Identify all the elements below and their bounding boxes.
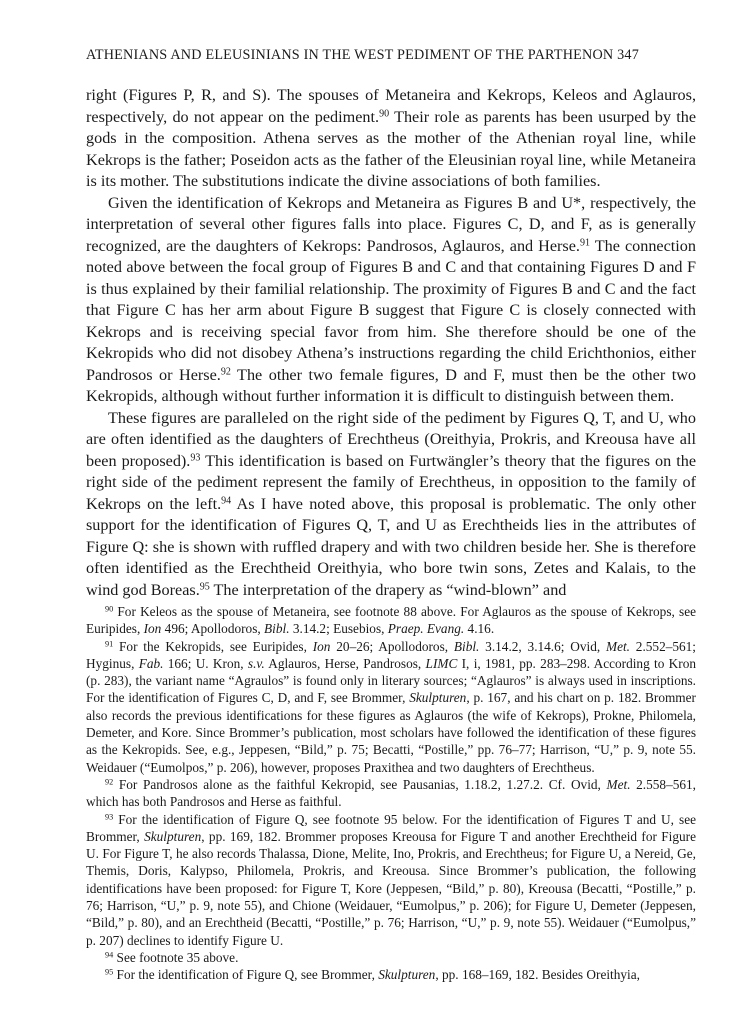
italic-citation: LIMC bbox=[425, 655, 458, 671]
footnote-91: $^{91}$ For the Kekropids, see Euripides, Ion 20–26; Apollodoros, Bibl. 3.14.2, 3.14.6; Ovid, Met. 2.552–561; Hyginus, Fab. 166; U. Kron, s.v. Aglauros, Herse, Pandrosos, LIMC I, i, 1981, pp. 283–298. According to Kron (p. 283), the variant name “Agraulos” is found only in literary sources; “Aglauros” is always used in inscriptions. For the identification of Figures C, D, and F, see Brommer, Skulpturen, p. 167, and his chart on p. 182. Brommer also records the previous identifications for these figures as Aglauros (the wife of Kekrops), Prokne, Philomela, Demeter, and Kore. Since Brommer’s publication, most scholars have followed the identification of these figures as the Kekropids. See, e.g., Jeppesen, “Bild,” p. 75; Becatti, “Postille,” pp. 76–77; Harrison, “U,” p. 9, note 55. Weidauer (“Eumolpos,” p. 206), however, proposes Praxithea and two daughters of Erechtheus. bbox=[86, 638, 697, 775]
italic-citation: s.v. bbox=[247, 655, 265, 671]
footnote-marker: 94 bbox=[105, 950, 114, 960]
italic-citation: Skulpturen bbox=[409, 690, 467, 706]
footnote-95: $^{95}$ For the identification of Figure Q, see Brommer, Skulpturen, pp. 168–169, 182. Besides Oreithyia, bbox=[105, 967, 640, 983]
footnotes bbox=[86, 603, 696, 984]
page-number: 347 bbox=[617, 47, 640, 63]
footnote-marker: 93 bbox=[190, 451, 201, 463]
italic-citation: Fab. bbox=[138, 655, 164, 671]
italic-citation: Ion bbox=[312, 638, 331, 654]
footnote-marker: 92 bbox=[105, 777, 114, 787]
italic-citation: Met. bbox=[606, 776, 631, 792]
footnote-marker: 90 bbox=[379, 107, 390, 119]
footnote-marker: 91 bbox=[105, 639, 114, 649]
footnote-marker: 90 bbox=[105, 604, 114, 614]
italic-citation: Skulpturen bbox=[378, 967, 436, 983]
italic-citation: Met. bbox=[606, 638, 630, 654]
paragraph-3: These figures are paralleled on the right side of the pediment by Figures Q, T, and U, who are often identified as the daughters of Erechtheus (Oreithyia, Prokris, and Kreousa have all been proposed).$^{93}$ This identification is based on Furtwängler’s theory that the figures on the right side of the pediment represent the family of Erechtheus, in opposition to the family of Kekrops on the left.$^{94}$ As I have noted above, this proposal is problematic. The only other support for the identification of Figures Q, T, and U as Erechtheids lies in the attributes of Figure Q: she is shown with ruffled drapery and with two children beside her. She is therefore often identified as the Erechtheid Oreithyia, who bore twin sons, Zetes and Kalais, to the wind god Boreas.$^{95}$ The interpretation of the drapery as “wind-blown” and bbox=[86, 408, 697, 599]
footnote-marker: 92 bbox=[220, 365, 231, 377]
footnote-marker: 93 bbox=[105, 812, 114, 822]
footnote-marker: 94 bbox=[221, 494, 232, 506]
footnote-marker: 91 bbox=[579, 236, 590, 248]
main-text bbox=[86, 85, 696, 601]
italic-citation: Praep. Evang. bbox=[387, 621, 465, 637]
running-head bbox=[86, 47, 696, 64]
italic-citation: Bibl. bbox=[453, 638, 480, 654]
footnote-90: $^{90}$ For Keleos as the spouse of Metaneira, see footnote 88 above. For Aglauros as the spouse of Kekrops, see Euripides, Ion 496; Apollodoros, Bibl. 3.14.2; Eusebios, Praep. Evang. 4.16. bbox=[86, 604, 696, 637]
paragraph-1: right (Figures P, R, and S). The spouses of Metaneira and Kekrops, Keleos and Aglauros, respectively, do not appear on the pediment.$^{90}$ Their role as parents has been usurped by the gods in the composition. Athena serves as the mother of the Athenian royal line, while Kekrops is the father; Poseidon acts as the father of the Eleusinian royal line, while Metaneira is its mother. The substitutions indicate the divine associations of both families. bbox=[86, 86, 696, 190]
running-head-title: ATHENIANS AND ELEUSINIANS IN THE WEST PEDIMENT OF THE PARTHENON bbox=[86, 47, 614, 63]
italic-citation: Skulpturen bbox=[144, 828, 202, 844]
footnote-92: $^{92}$ For Pandrosos alone as the faithful Kekropid, see Pausanias, 1.18.2, 1.27.2. Cf. Ovid, Met. 2.558–561, which has both Pandrosos and Herse as faithful. bbox=[86, 776, 696, 810]
paragraph-2: Given the identification of Kekrops and Metaneira as Figures B and U*, respectively, the interpretation of several other figures falls into place. Figures C, D, and F, as is generally recognized, are the daughters of Kekrops: Pandrosos, Aglauros, and Herse.$^{91}$ The connection noted above between the focal group of Figures B and C and that containing Figures D and F is thus explained by their familial relationship. The proximity of Figures B and C and the fact that Figure C has her arm about Figure B suggest that Figure C is closely connected with Kekrops and is receiving special favor from him. She therefore should be one of the Kekropids who did not disobey Athena’s instructions regarding the child Erichthonios, either Pandrosos or Herse.$^{92}$ The other two female figures, D and F, must then be the other two Kekropids, although without further information it is difficult to distinguish between them. bbox=[86, 193, 696, 405]
footnote-93: $^{93}$ For the identification of Figure Q, see footnote 95 below. For the identification of Figures T and U, see Brommer, Skulpturen, pp. 169, 182. Brommer proposes Kreousa for Figure T and another Erechtheid for Figure U. For Figure T, he also records Thalassa, Dione, Melite, Ino, Prokris, and Erechtheus; for Figure U, a Nereid, Ge, Themis, Doris, Kalypso, Philomela, Prokris, and Kreousa. Since Brommer’s publication, the following identifications have been proposed: for Figure T, Kore (Jeppesen, “Bild,” p. 80), Kreousa (Becatti, “Postille,” p. 76; Harrison, “U,” p. 9, note 55), and Chione (Weidauer, “Eumolpus,” p. 206); for Figure U, Demeter (Jeppesen, “Bild,” p. 80), and an Erechtheid (Becatti, “Postille,” p. 76; Harrison, “U,” p. 9, note 55). Weidauer (“Eumolpus,” p. 207) declines to identify Figure U. bbox=[86, 811, 696, 948]
footnote-marker: 95 bbox=[105, 967, 114, 977]
footnote-94: $^{94}$ See footnote 35 above. bbox=[105, 949, 239, 965]
italic-citation: Ion bbox=[143, 621, 162, 637]
footnote-marker: 95 bbox=[199, 580, 210, 592]
italic-citation: Bibl. bbox=[264, 621, 290, 637]
